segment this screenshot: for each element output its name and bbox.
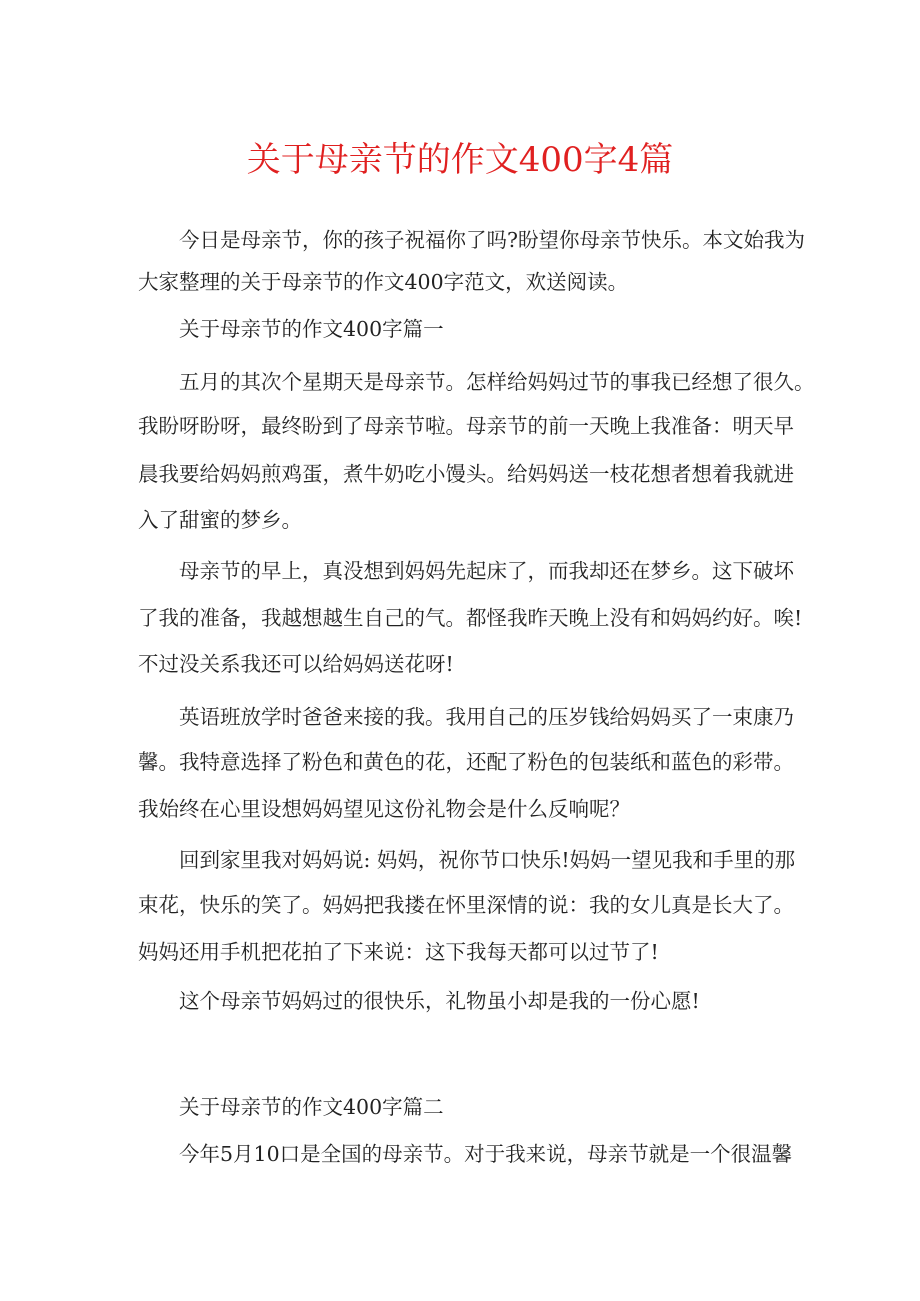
paragraph-line: 入了甜蜜的梦乡。 bbox=[138, 508, 302, 532]
document-title: 关于母亲节的作文400字4篇 bbox=[246, 140, 674, 180]
paragraph-line: 了我的准备，我越想越生自己的气。都怪我昨天晚上没有和妈妈约好。唉! bbox=[138, 606, 803, 630]
section-heading-2: 关于母亲节的作文400字篇二 bbox=[179, 1095, 444, 1119]
paragraph-line: 晨我要给妈妈煎鸡蛋，煮牛奶吃小馒头。给妈妈送一枝花想者想着我就进 bbox=[138, 462, 794, 486]
paragraph-line: 母亲节的早上，真没想到妈妈先起床了，而我却还在梦乡。这下破坏 bbox=[179, 559, 794, 583]
paragraph-line: 今日是母亲节，你的孩子祝福你了吗?盼望你母亲节快乐。本文始我为 bbox=[179, 228, 805, 252]
paragraph-line: 妈妈还用手机把花拍了下来说：这下我每天都可以过节了! bbox=[138, 940, 659, 964]
paragraph-line: 束花，快乐的笑了。妈妈把我搂在怀里深情的说：我的女儿真是长大了。 bbox=[138, 893, 794, 917]
paragraph-line: 回到家里我对妈妈说: 妈妈，祝你节口快乐!妈妈一望见我和手里的那 bbox=[179, 848, 796, 872]
paragraph-line: 大家整理的关于母亲节的作文400字范文，欢送阅读。 bbox=[138, 270, 629, 294]
paragraph-line: 这个母亲节妈妈过的很快乐，礼物虽小却是我的一份心愿! bbox=[179, 989, 700, 1013]
paragraph-line: 我始终在心里设想妈妈望见这份礼物会是什么反响呢？ bbox=[138, 797, 630, 821]
paragraph-line: 馨。我特意选择了粉色和黄色的花，还配了粉色的包装纸和蓝色的彩带。 bbox=[138, 750, 794, 774]
paragraph-line: 我盼呀盼呀，最终盼到了母亲节啦。母亲节的前一天晚上我准备：明天早 bbox=[138, 414, 794, 438]
paragraph-line: 英语班放学时爸爸来接的我。我用自己的压岁钱给妈妈买了一束康乃 bbox=[179, 705, 794, 729]
paragraph-line: 今年5月10口是全国的母亲节。对于我来说，母亲节就是一个很温馨 bbox=[179, 1142, 793, 1166]
paragraph-line: 不过没关系我还可以给妈妈送花呀! bbox=[138, 652, 454, 676]
section-heading-1: 关于母亲节的作文400字篇一 bbox=[179, 317, 444, 341]
paragraph-line: 五月的其次个星期天是母亲节。怎样给妈妈过节的事我已经想了很久。 bbox=[179, 370, 815, 394]
